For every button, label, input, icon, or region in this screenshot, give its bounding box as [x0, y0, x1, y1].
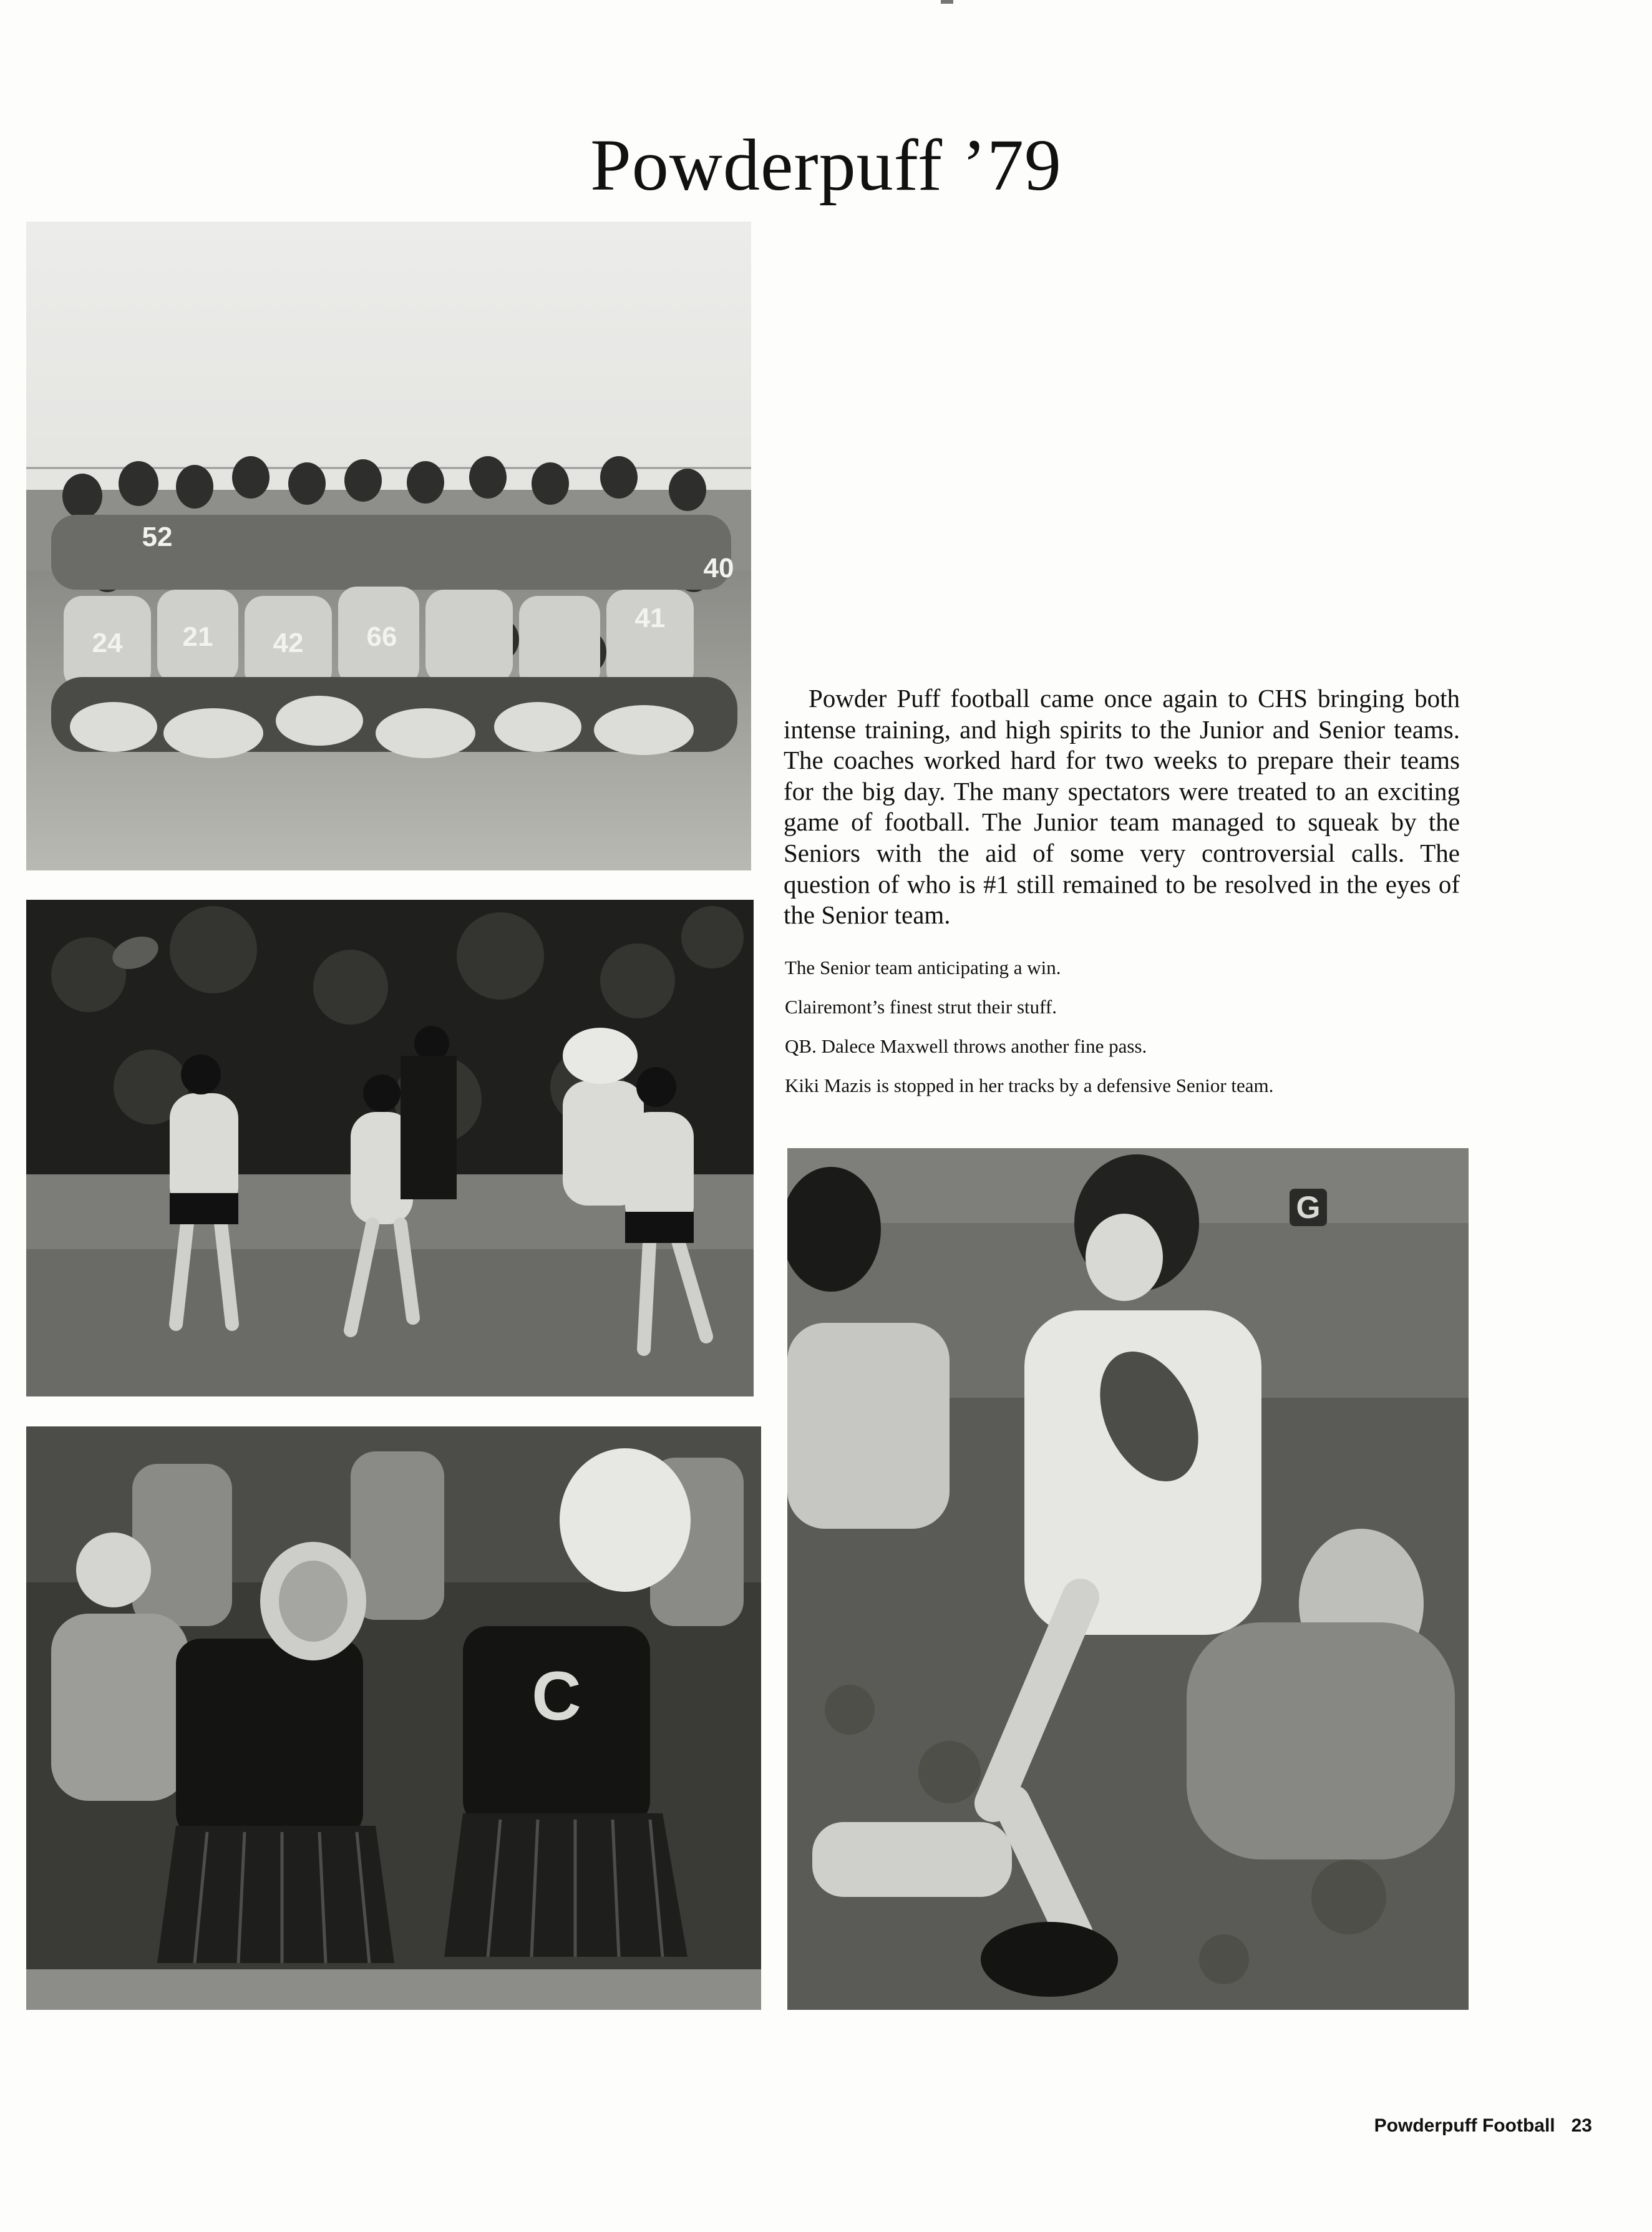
jersey-number: 24 [92, 628, 123, 658]
jersey-number: 52 [142, 522, 173, 552]
jersey-number: 21 [182, 621, 213, 652]
field-marker: G [1296, 1190, 1321, 1225]
article-body: Powder Puff football came once again to CHS bringing both intense training, and high spirits to the Junior and Senior teams. The coaches worked hard for two weeks to prepare their teams for the big day. The many spectators were treated to an exciting game of football. The Junior team managed to squeak by the Seniors with the aid of some very controversial calls. The question of who is #1 still remained to be resolved in the eyes of the Senior team. [784, 684, 1460, 930]
jersey-number: 66 [366, 621, 397, 652]
page-number: 23 [1571, 2115, 1592, 2136]
team-group-photo [26, 222, 751, 870]
tackle-photo [787, 1148, 1469, 2010]
page-footer [1374, 2115, 1592, 2137]
caption-item: QB. Dalece Maxwell throws another fine pass. [785, 1035, 1147, 1057]
photo-captions [785, 956, 1484, 1113]
cheerleaders-photo [26, 1426, 761, 2010]
caption-item: Clairemont’s finest strut their stuff. [785, 996, 1057, 1018]
jersey-number: 40 [703, 553, 734, 583]
pass-action-photo [26, 900, 754, 1396]
page-title: Powderpuff ’79 [590, 124, 1062, 206]
jersey-number: 41 [634, 603, 666, 633]
svg-text:C: C [532, 1658, 581, 1735]
jersey-number: 42 [273, 628, 304, 658]
caption-item: Kiki Mazis is stopped in her tracks by a defensive Senior team. [785, 1075, 1274, 1096]
scan-mark [941, 0, 953, 4]
caption-item: The Senior team anticipating a win. [785, 957, 1061, 978]
footer-section-title: Powderpuff Football [1374, 2115, 1555, 2136]
